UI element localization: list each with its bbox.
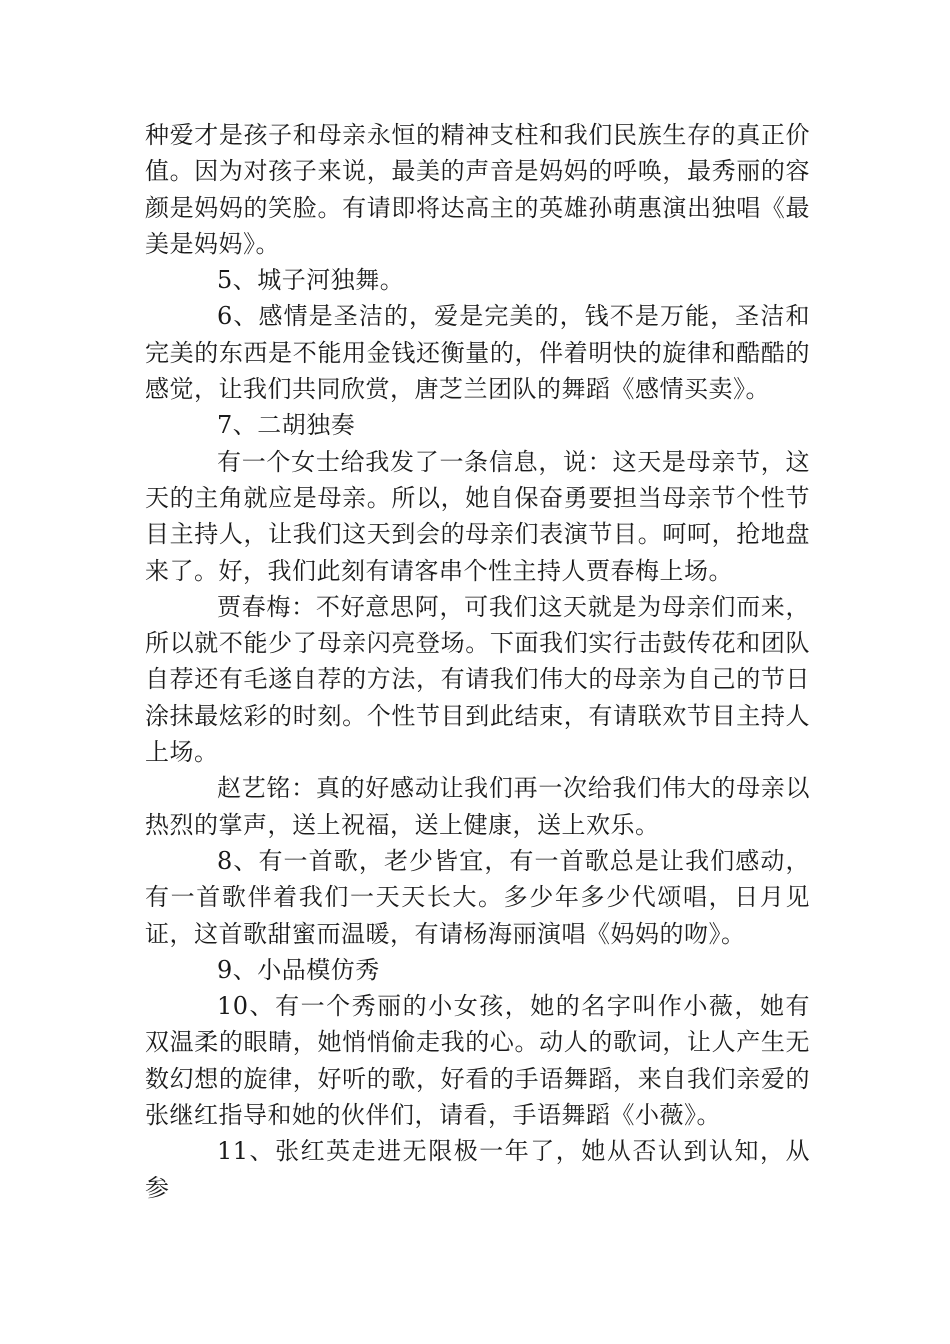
paragraph-item-8: 8、有一首歌，老少皆宜，有一首歌总是让我们感动，有一首歌伴着我们一天天长大。多少年多少代颂唱，日月见证，这首歌甜蜜而温暖，有请杨海丽演唱《妈妈的吻》。 (145, 846, 810, 948)
paragraph-zhao-yiming: 赵艺铭：真的好感动让我们再一次给我们伟大的母亲以热烈的掌声，送上祝福，送上健康，送上欢乐。 (145, 774, 810, 839)
paragraph-item-10: 10、有一个秀丽的小女孩，她的名字叫作小薇，她有双温柔的眼睛，她悄悄偷走我的心。动人的歌词，让人产生无数幻想的旋律，好听的歌，好看的手语舞蹈，来自我们亲爱的张继红指导和她的伙伴们，请看，手语舞蹈《小薇》。 (145, 992, 810, 1130)
paragraph-continuation: 种爱才是孩子和母亲永恒的精神支柱和我们民族生存的真正价值。因为对孩子来说，最美的声音是妈妈的呼唤，最秀丽的容颜是妈妈的笑脸。有请即将达高主的英雄孙萌惠演出独唱《最美是妈妈》。 (145, 121, 810, 258)
paragraph-item-6: 6、感情是圣洁的，爱是完美的，钱不是万能，圣洁和完美的东西是不能用金钱还衡量的，伴着明快的旋律和酷酷的感觉，让我们共同欣赏，唐芝兰团队的舞蹈《感情买卖》。 (145, 302, 810, 404)
paragraph-message: 有一个女士给我发了一条信息，说：这天是母亲节，这天的主角就应是母亲。所以，她自保奋勇要担当母亲节个性节目主持人，让我们这天到会的母亲们表演节目。呵呵，抢地盘来了。好，我们此刻有请客串个性主持人贾春梅上场。 (145, 447, 810, 585)
paragraph-item-5: 5、城子河独舞。 (217, 266, 405, 295)
paragraph-item-9: 9、小品模仿秀 (217, 955, 380, 984)
document-body (145, 117, 810, 1206)
paragraph-item-11: 11、张红英走进无限极一年了，她从否认到认知，从参 (145, 1137, 810, 1202)
paragraph-item-7: 7、二胡独奏 (217, 411, 356, 440)
paragraph-jia-chunmei: 贾春梅：不好意思阿，可我们这天就是为母亲们而来，所以就不能少了母亲闪亮登场。下面我们实行击鼓传花和团队自荐还有毛遂自荐的方法，有请我们伟大的母亲为自己的节日涂抹最炫彩的时刻。个性节目到此结束，有请联欢节目主持人上场。 (145, 592, 810, 767)
